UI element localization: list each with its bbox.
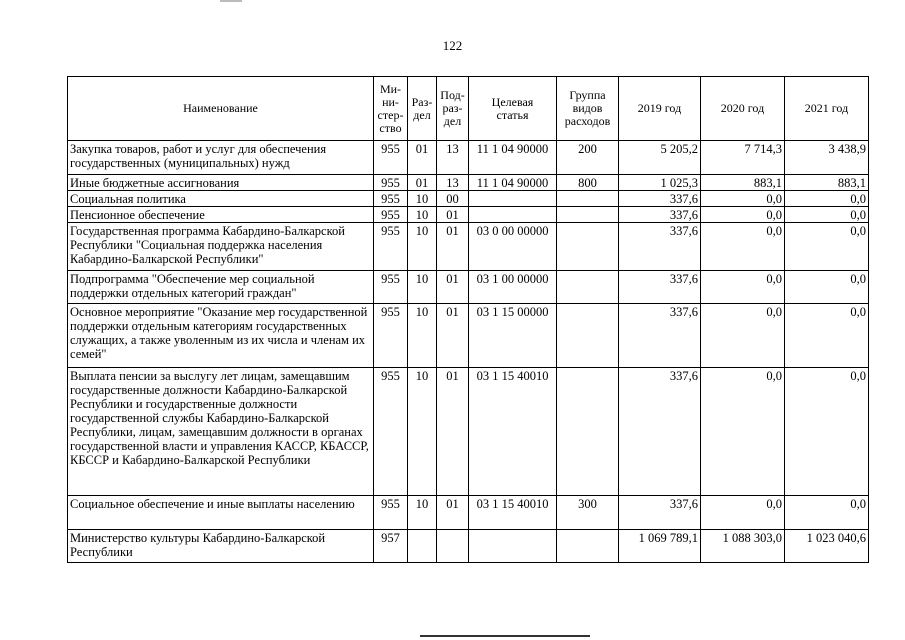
cell-2019: 337,6 [619, 368, 701, 496]
cell-2019: 5 205,2 [619, 141, 701, 175]
header-2019: 2019 год [619, 77, 701, 141]
cell-2020: 0,0 [701, 304, 785, 368]
cell-2021: 0,0 [785, 271, 869, 304]
cell-2021: 0,0 [785, 223, 869, 271]
cell-target: 03 0 00 00000 [469, 223, 557, 271]
cell-2019: 1 069 789,1 [619, 530, 701, 563]
table-row [68, 141, 869, 175]
table-row [68, 223, 869, 271]
header-ministry: Ми- ни- стер- ство [374, 77, 408, 141]
header-2020: 2020 год [701, 77, 785, 141]
cell-2020: 0,0 [701, 191, 785, 207]
cell-target [469, 530, 557, 563]
cell-subsection [437, 530, 469, 563]
table-row [68, 530, 869, 563]
cell-expense-group: 200 [557, 141, 619, 175]
cell-2021: 1 023 040,6 [785, 530, 869, 563]
bottom-edge-mark [420, 635, 590, 637]
cell-name: Социальное обеспечение и иные выплаты населению [68, 496, 374, 530]
cell-name: Выплата пенсии за выслугу лет лицам, замещавшим государственные должности Кабардино-Балкарской Республики и государственные должности государственной службы Кабардино-Балкарской Республики, лицам, замещавшим должности в органах государственной власти и управления КАССР, КБАССР, КБССР и Кабардино-Балкарской Республики [68, 368, 374, 496]
cell-2019: 337,6 [619, 496, 701, 530]
cell-target: 11 1 04 90000 [469, 175, 557, 191]
cell-2019: 1 025,3 [619, 175, 701, 191]
cell-2020: 0,0 [701, 207, 785, 223]
cell-section: 10 [408, 223, 437, 271]
cell-section [408, 530, 437, 563]
cell-expense-group: 800 [557, 175, 619, 191]
cell-section: 10 [408, 191, 437, 207]
cell-name: Государственная программа Кабардино-Балкарской Республики "Социальная поддержка населения Кабардино-Балкарской Республики" [68, 223, 374, 271]
cell-2020: 883,1 [701, 175, 785, 191]
header-2021: 2021 год [785, 77, 869, 141]
cell-2019: 337,6 [619, 191, 701, 207]
cell-2020: 0,0 [701, 368, 785, 496]
cell-2020: 1 088 303,0 [701, 530, 785, 563]
cell-ministry: 955 [374, 368, 408, 496]
cell-ministry: 955 [374, 191, 408, 207]
cell-target: 03 1 00 00000 [469, 271, 557, 304]
cell-subsection: 01 [437, 496, 469, 530]
cell-section: 10 [408, 496, 437, 530]
top-edge-mark [220, 0, 242, 2]
cell-ministry: 955 [374, 141, 408, 175]
cell-expense-group [557, 368, 619, 496]
cell-ministry: 955 [374, 223, 408, 271]
cell-2021: 0,0 [785, 496, 869, 530]
cell-2020: 0,0 [701, 496, 785, 530]
cell-expense-group [557, 207, 619, 223]
cell-expense-group [557, 271, 619, 304]
table-row [68, 207, 869, 223]
cell-subsection: 01 [437, 271, 469, 304]
header-target: Целевая статья [469, 77, 557, 141]
cell-expense-group [557, 223, 619, 271]
table-row [68, 368, 869, 496]
cell-2019: 337,6 [619, 223, 701, 271]
cell-ministry: 955 [374, 304, 408, 368]
table-row [68, 271, 869, 304]
cell-2021: 3 438,9 [785, 141, 869, 175]
cell-name: Пенсионное обеспечение [68, 207, 374, 223]
cell-2021: 0,0 [785, 207, 869, 223]
cell-target [469, 191, 557, 207]
table-row [68, 191, 869, 207]
cell-subsection: 13 [437, 175, 469, 191]
cell-name: Социальная политика [68, 191, 374, 207]
cell-2020: 0,0 [701, 223, 785, 271]
table-row [68, 304, 869, 368]
cell-target: 03 1 15 40010 [469, 496, 557, 530]
cell-target [469, 207, 557, 223]
table-header-row [68, 77, 869, 141]
cell-expense-group: 300 [557, 496, 619, 530]
cell-2021: 883,1 [785, 175, 869, 191]
cell-2020: 0,0 [701, 271, 785, 304]
cell-expense-group [557, 304, 619, 368]
cell-subsection: 01 [437, 368, 469, 496]
cell-expense-group [557, 530, 619, 563]
cell-2019: 337,6 [619, 207, 701, 223]
cell-section: 10 [408, 304, 437, 368]
cell-subsection: 01 [437, 207, 469, 223]
cell-2021: 0,0 [785, 191, 869, 207]
cell-2019: 337,6 [619, 271, 701, 304]
cell-expense-group [557, 191, 619, 207]
cell-name: Основное мероприятие "Оказание мер государственной поддержки отдельным категориям государственных служащих, а также уволенным из их числа и членам их семей" [68, 304, 374, 368]
cell-subsection: 01 [437, 223, 469, 271]
cell-section: 01 [408, 141, 437, 175]
cell-section: 10 [408, 207, 437, 223]
cell-ministry: 955 [374, 271, 408, 304]
cell-subsection: 01 [437, 304, 469, 368]
cell-2019: 337,6 [619, 304, 701, 368]
page-number: 122 [442, 38, 463, 53]
cell-ministry: 955 [374, 175, 408, 191]
cell-name: Закупка товаров, работ и услуг для обеспечения государственных (муниципальных) нужд [68, 141, 374, 175]
header-expense-group: Группа видов расходов [557, 77, 619, 141]
cell-subsection: 00 [437, 191, 469, 207]
cell-2020: 7 714,3 [701, 141, 785, 175]
cell-ministry: 957 [374, 530, 408, 563]
cell-target: 11 1 04 90000 [469, 141, 557, 175]
cell-name: Иные бюджетные ассигнования [68, 175, 374, 191]
cell-name: Подпрограмма "Обеспечение мер социальной поддержки отдельных категорий граждан" [68, 271, 374, 304]
header-subsection: Под- раз- дел [437, 77, 469, 141]
cell-subsection: 13 [437, 141, 469, 175]
cell-2021: 0,0 [785, 304, 869, 368]
cell-section: 10 [408, 368, 437, 496]
cell-ministry: 955 [374, 496, 408, 530]
header-name: Наименование [68, 77, 374, 141]
cell-section: 10 [408, 271, 437, 304]
cell-section: 01 [408, 175, 437, 191]
cell-2021: 0,0 [785, 368, 869, 496]
cell-target: 03 1 15 00000 [469, 304, 557, 368]
table-row [68, 175, 869, 191]
table-row [68, 496, 869, 530]
cell-target: 03 1 15 40010 [469, 368, 557, 496]
cell-name: Министерство культуры Кабардино-Балкарской Республики [68, 530, 374, 563]
budget-table [67, 76, 869, 563]
cell-ministry: 955 [374, 207, 408, 223]
header-section: Раз- дел [408, 77, 437, 141]
